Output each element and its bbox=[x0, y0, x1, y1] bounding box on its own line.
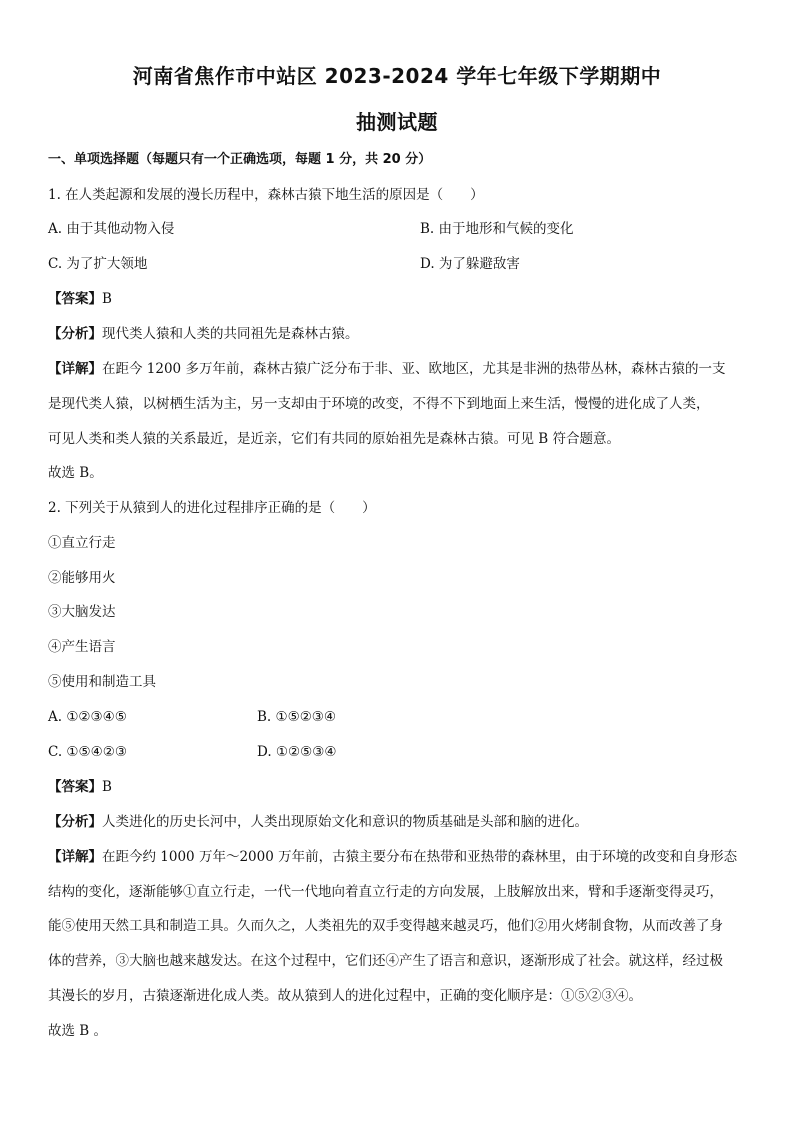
section-heading: 一、单项选择题（每题只有一个正确选项，每题 1 分，共 20 分） bbox=[48, 152, 432, 167]
q2-item5: ⑤使用和制造工具 bbox=[48, 674, 156, 690]
q2-item1: ①直立行走 bbox=[48, 535, 116, 551]
q1-options-row1 bbox=[48, 219, 758, 239]
q2-analysis-text: 人类进化的历史长河中，人类出现原始文化和意识的物质基础是头部和脑的进化。 bbox=[102, 814, 588, 830]
q2-analysis-tag: 【分析】 bbox=[48, 814, 102, 830]
q1-detail-tag: 【详解】 bbox=[48, 361, 102, 377]
q2-option-c: C. ①⑤④②③ bbox=[48, 744, 127, 760]
q1-answer bbox=[48, 289, 758, 309]
q2-answer-tag: 【答案】 bbox=[48, 779, 102, 795]
q2-item4: ④产生语言 bbox=[48, 639, 116, 655]
q1-detail-line3: 可见人类和类人猿的关系最近，是近亲，它们有共同的原始祖先是森林古猿。可见 B 符合题意。 bbox=[48, 431, 621, 447]
q1-conclusion: 故选 B。 bbox=[48, 465, 103, 481]
q2-detail-text1: 在距今约 1000 万年～2000 万年前，古猿主要分布在热带和亚热带的森林里，由于环境的改变和自身形态 bbox=[102, 849, 738, 865]
q2-detail-line4: 体的营养，③大脑也越来越发达。在这个过程中，它们还④产生了语言和意识，逐渐形成了社会。就这样，经过极 bbox=[48, 953, 723, 969]
page-title-line1: 河南省焦作市中站区 2023-2024 学年七年级下学期期中 bbox=[132, 64, 662, 88]
q2-options-row1 bbox=[48, 707, 758, 727]
q2-option-a: A. ①②③④⑤ bbox=[48, 709, 127, 725]
q2-detail-tag: 【详解】 bbox=[48, 849, 102, 865]
q1-analysis bbox=[48, 324, 758, 344]
page-title-line2: 抽测试题 bbox=[356, 110, 438, 134]
q2-answer bbox=[48, 777, 758, 797]
q2-answer-value: B bbox=[102, 779, 112, 795]
q1-option-b: B. 由于地形和气候的变化 bbox=[420, 221, 574, 237]
q2-detail-line1 bbox=[48, 847, 758, 867]
q1-options-row2 bbox=[48, 254, 758, 274]
q1-answer-tag: 【答案】 bbox=[48, 291, 102, 307]
q1-detail-line1 bbox=[48, 359, 758, 379]
q2-options-row2 bbox=[48, 742, 758, 762]
q2-option-d: D. ①②⑤③④ bbox=[257, 744, 337, 760]
q1-stem: 1. 在人类起源和发展的漫长历程中，森林古猿下地生活的原因是（ ） bbox=[48, 187, 484, 203]
q2-option-b: B. ①⑤②③④ bbox=[257, 709, 337, 725]
q1-analysis-text: 现代类人猿和人类的共同祖先是森林古猿。 bbox=[102, 326, 359, 342]
q2-conclusion: 故选 B 。 bbox=[48, 1023, 108, 1039]
q1-detail-line2: 是现代类人猿，以树栖生活为主，另一支却由于环境的改变，不得不下到地面上来生活，慢慢的进化成了人类， bbox=[48, 396, 710, 412]
q2-item2: ②能够用火 bbox=[48, 570, 116, 586]
q2-detail-line2: 结构的变化，逐渐能够①直立行走，一代一代地向着直立行走的方向发展，上肢解放出来，臂和手逐渐变得灵巧， bbox=[48, 884, 723, 900]
q2-detail-line5: 其漫长的岁月，古猿逐渐进化成人类。故从猿到人的进化过程中，正确的变化顺序是：①⑤②③④。 bbox=[48, 988, 642, 1004]
q2-item3: ③大脑发达 bbox=[48, 604, 116, 620]
q2-analysis bbox=[48, 812, 758, 832]
q2-detail-line3: 能⑤使用天然工具和制造工具。久而久之，人类祖先的双手变得越来越灵巧，他们②用火烤制食物，从而改善了身 bbox=[48, 918, 723, 934]
q2-stem: 2. 下列关于从猿到人的进化过程排序正确的是（ ） bbox=[48, 500, 376, 516]
q1-analysis-tag: 【分析】 bbox=[48, 326, 102, 342]
q1-option-d: D. 为了躲避敌害 bbox=[420, 256, 520, 272]
q1-detail-text1: 在距今 1200 多万年前，森林古猿广泛分布于非、亚、欧地区，尤其是非洲的热带丛林，森林古猿的一支 bbox=[102, 361, 726, 377]
q1-answer-value: B bbox=[102, 291, 112, 307]
q1-option-a: A. 由于其他动物入侵 bbox=[48, 221, 175, 237]
q1-option-c: C. 为了扩大领地 bbox=[48, 256, 148, 272]
